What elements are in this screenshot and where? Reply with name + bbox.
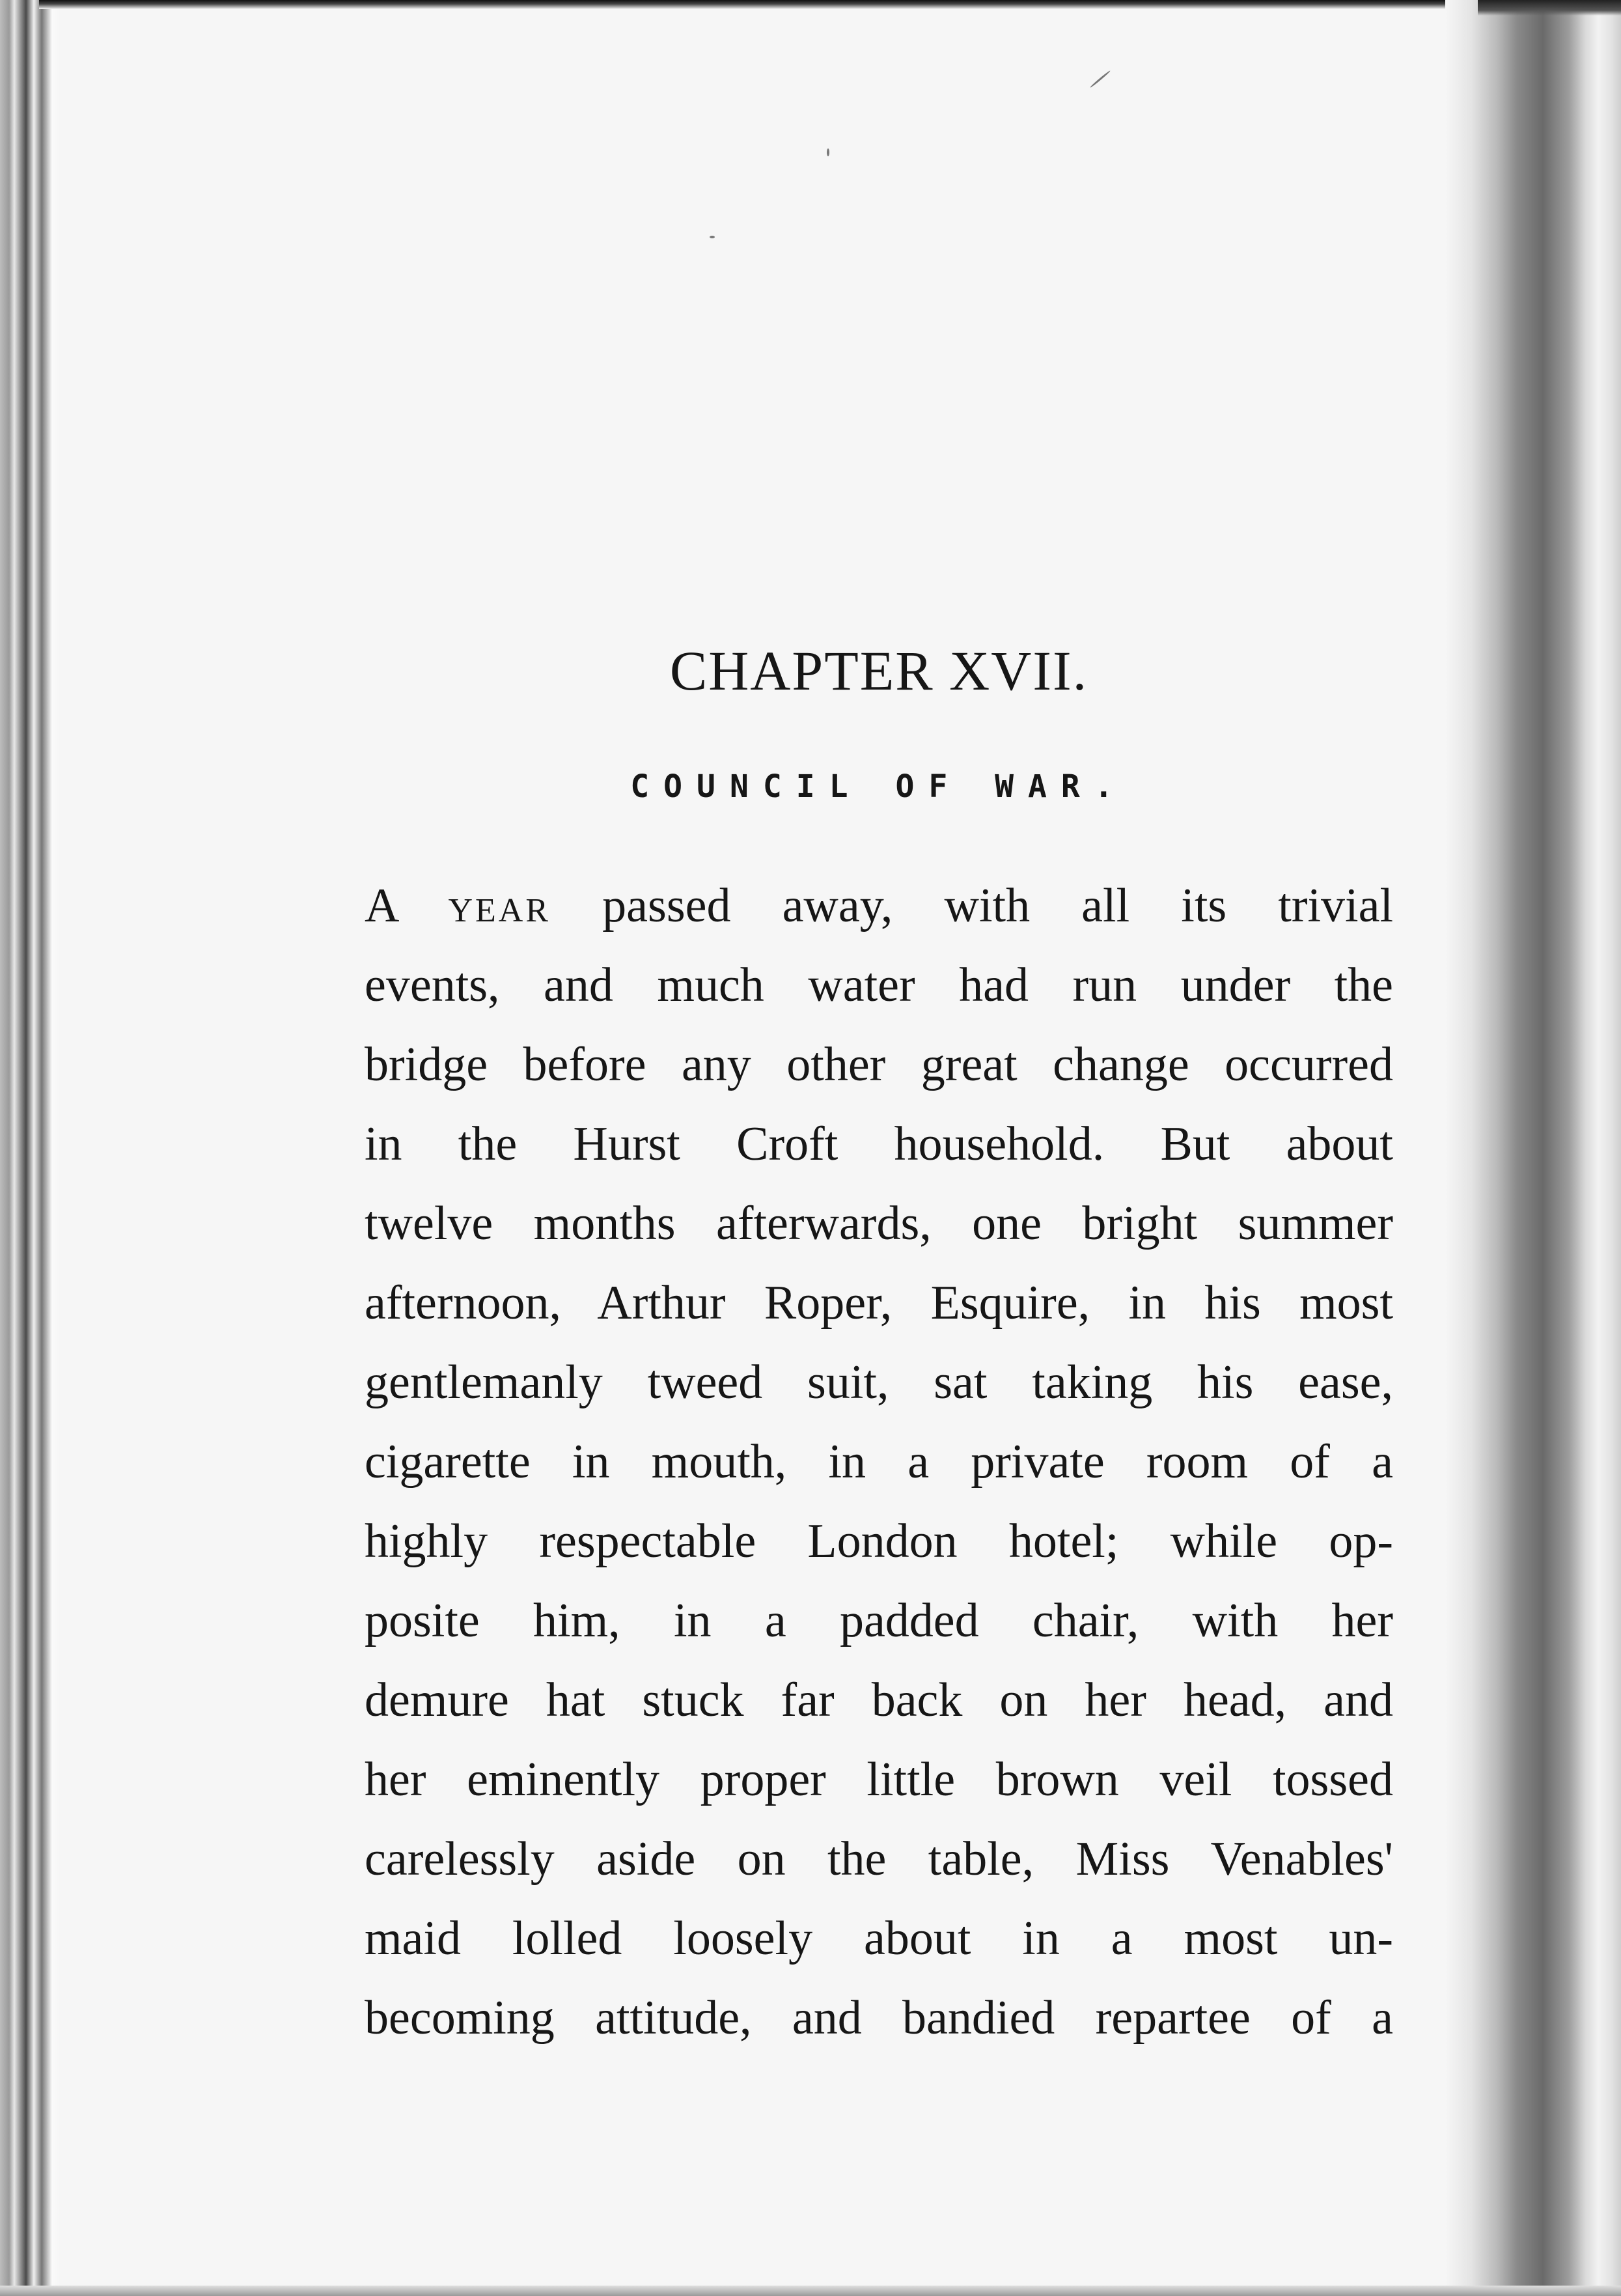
text-line: demure hat stuck far back on her head, and [365,1673,1393,1727]
text-line: carelessly aside on the table, Miss Venables' [365,1832,1393,1886]
chapter-subtitle: COUNCIL OF WAR. [630,768,1128,805]
body-text [365,866,1393,2058]
left-book-edge [0,0,60,2296]
first-line-rest: passed away, with all its trivial [602,879,1394,932]
text-line: events, and much water had run under the [365,959,1393,1012]
text-line: gentlemanly tweed suit, sat taking his ease, [365,1356,1393,1409]
text-line: cigarette in mouth, in a private room of a [365,1435,1393,1489]
text-line: highly respectable London hotel; while op- [365,1515,1393,1568]
text-line [365,866,1393,945]
text-line: twelve months afterwards, one bright summer [365,1197,1393,1250]
page-content [365,0,1393,2296]
text-line: bridge before any other great change occurred [365,1038,1393,1091]
smallcaps-word: year [448,879,551,932]
binding-shadow [1445,0,1621,2296]
text-line: in the Hurst Croft household. But about [365,1117,1393,1171]
text-line: afternoon, Arthur Roper, Esquire, in his most [365,1276,1393,1330]
drop-lead-letter: A [365,879,397,932]
text-line: her eminently proper little brown veil tossed [365,1753,1393,1806]
binding-top-shadow [1478,0,1621,16]
text-line: posite him, in a padded chair, with her [365,1594,1393,1647]
text-line: becoming attitude, and bandied repartee of a [365,1991,1393,2045]
text-line: maid lolled loosely about in a most un- [365,1912,1393,1965]
chapter-title: CHAPTER XVII. [669,639,1088,702]
